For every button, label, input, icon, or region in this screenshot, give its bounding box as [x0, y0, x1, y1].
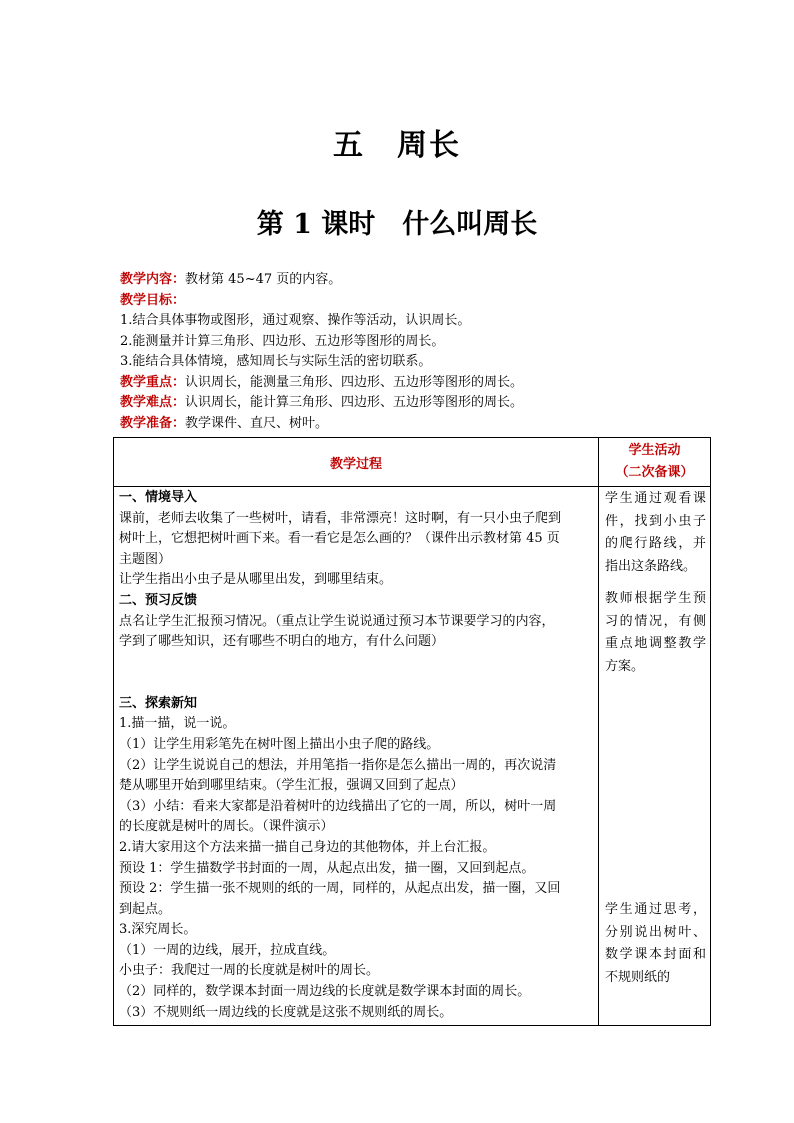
process-line: （1）一周的边线，展开，拉成直线。	[119, 942, 336, 958]
section-heading: 三、探索新知	[119, 695, 198, 711]
header-process: 教学过程	[114, 438, 599, 487]
process-line: 预设 1：学生描数学书封面的一周，从起点出发，描一圈，又回到起点。	[119, 860, 535, 876]
goal-item: 1.结合具体事物或图形，通过观察、操作等活动，认识周长。	[120, 313, 471, 328]
header-student-line1: 学生活动	[628, 443, 681, 458]
prep-line	[120, 414, 710, 435]
process-line: （3）不规则纸一周边线的长度就是这张不规则纸的周长。	[119, 1004, 453, 1020]
process-line: 3.深究周长。	[119, 922, 197, 938]
process-line: 课前，老师去收集了一些树叶，请看，非常漂亮！这时啊，有一只小虫子爬到	[119, 510, 562, 526]
process-line: 的长度就是树叶的周长。（课件演示）	[119, 819, 334, 835]
student-note: 学生通过观看课件，找到小虫子的爬行路线，并指出这条路线。	[605, 491, 706, 574]
process-line: （2）同样的，数学课本封面一周边线的长度就是数学课本封面的周长。	[119, 984, 531, 1000]
key-text: 认识周长，能测量三角形、四边形、五边形等图形的周长。	[185, 374, 524, 390]
process-cell	[114, 487, 599, 1026]
process-line: 让学生指出小虫子是从哪里出发，到哪里结束。	[119, 572, 393, 588]
header-student	[599, 438, 711, 487]
process-line: 楚从哪里开始到哪里结束。（学生汇报，强调又回到了起点）	[119, 778, 464, 794]
table-body-row	[114, 487, 711, 1026]
student-note: 学生通过思考，分别说出树叶、数学课本封面和不规则纸的	[605, 902, 706, 985]
section-heading: 一、情境导入	[119, 490, 198, 505]
table-header-row	[114, 438, 711, 487]
lesson-title: 第 1 课时 什么叫周长	[256, 209, 538, 240]
prep-label: 教学准备：	[120, 415, 186, 431]
difficulty-line	[120, 393, 710, 414]
goals-line	[120, 291, 710, 312]
process-line: （3）小结：看来大家都是沿着树叶的边线描出了它的一周，所以，树叶一周	[119, 798, 557, 814]
key-label: 教学重点：	[120, 374, 186, 390]
goals-label: 教学目标：	[120, 292, 186, 308]
unit-title: 五 周长	[333, 128, 461, 163]
process-line: 预设 2：学生描一张不规则的纸的一周，同样的，从起点出发，描一圈，又回	[119, 881, 561, 897]
process-line: 到起点。	[119, 901, 172, 917]
difficulty-label: 教学难点：	[120, 395, 186, 410]
key-line	[120, 373, 710, 394]
difficulty-text: 认识周长，能计算三角形、四边形、五边形等图形的周长。	[185, 395, 524, 410]
header-student-line2: （二次备课）	[615, 465, 694, 480]
prep-text: 教学课件、直尺、树叶。	[185, 415, 329, 431]
student-activity-cell	[599, 487, 711, 1026]
process-line: （2）让学生说说自己的想法，并用笔指一指你是怎么描出一周的，再次说清	[119, 757, 557, 773]
goal-item: 3.能结合具体情境，感知周长与实际生活的密切联系。	[120, 354, 432, 369]
student-note: 教师根据学生预习的情况，有侧重点地调整教学方案。	[605, 591, 706, 674]
content-label: 教学内容：	[120, 272, 186, 287]
process-line: 主题图）	[119, 551, 172, 567]
lesson-intro	[120, 270, 710, 434]
process-line: 点名让学生汇报预习情况。（重点让学生说说通过预习本节课要学习的内容，	[119, 613, 555, 629]
process-line: 小虫子：我爬过一周的长度就是树叶的周长。	[119, 963, 380, 979]
lesson-table	[113, 437, 711, 1026]
section-heading: 二、预习反馈	[119, 592, 198, 608]
process-line: 2.请大家用这个方法来描一描自己身边的其他物体，并上台汇报。	[119, 839, 496, 855]
content-line	[120, 270, 710, 291]
goal-item: 2.能测量并计算三角形、四边形、五边形等图形的周长。	[120, 333, 445, 349]
process-line: 树叶上，它想把树叶画下来。看一看它是怎么画的？（课件出示教材第 45 页	[119, 531, 560, 547]
process-line: （1）让学生用彩笔先在树叶图上描出小虫子爬的路线。	[119, 736, 440, 752]
process-line: 1.描一描，说一说。	[119, 716, 236, 732]
spacer	[119, 653, 593, 694]
content-text: 教材第 45~47 页的内容。	[185, 272, 342, 287]
process-line: 学到了哪些知识，还有哪些不明白的地方，有什么问题）	[119, 634, 445, 650]
